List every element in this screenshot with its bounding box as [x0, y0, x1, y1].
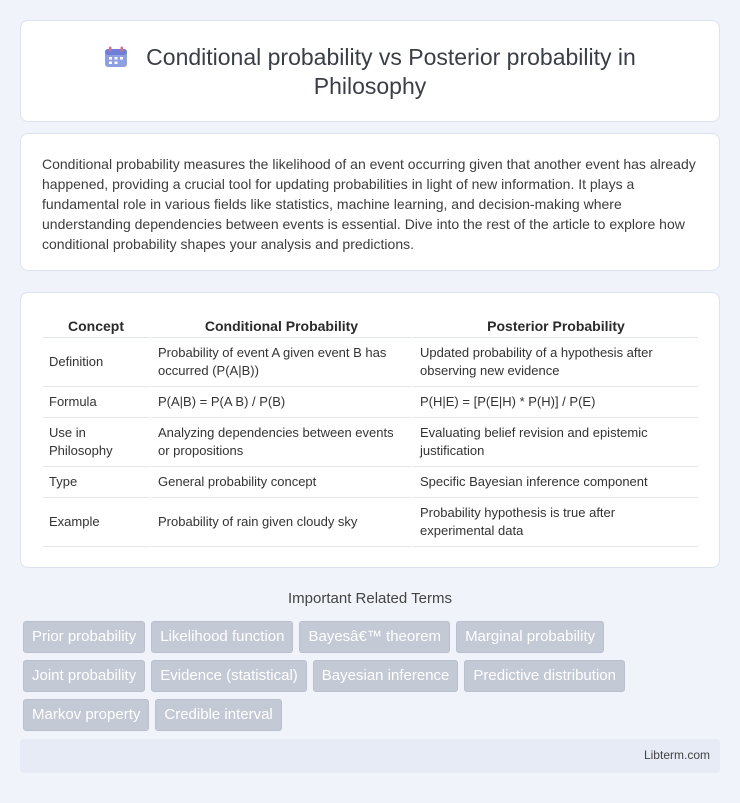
related-terms-list — [23, 621, 703, 731]
intro-paragraph: Conditional probability measures the likelihood of an event occurring given that another event has already happened, providing a crucial tool for updating probabilities in light of new information. It plays a fundamental role in various fields like statistics, machine learning, and decision-making where understanding dependencies between events is essential. Dive into the rest of the article to explore how conditional probability shapes your analysis and predictions. — [42, 156, 696, 252]
column-header-concept: Concept — [43, 314, 149, 338]
table-cell: General probability concept — [149, 467, 411, 498]
table-cell: Type — [43, 467, 149, 498]
table-cell: Probability of event A given event B has occurred (P(A|B)) — [149, 338, 411, 387]
related-terms-heading: Important Related Terms — [288, 590, 452, 607]
table-row — [43, 338, 698, 387]
table-row — [43, 498, 698, 547]
footer-bar — [20, 739, 720, 773]
related-term-tag[interactable]: Prior probability — [23, 621, 145, 653]
footer-site-link[interactable]: Libterm.com — [643, 748, 710, 762]
related-term-tag[interactable]: Bayesian inference — [313, 660, 459, 692]
related-term-tag[interactable]: Joint probability — [23, 660, 145, 692]
related-term-tag[interactable]: Bayesâ€™ theorem — [299, 621, 450, 653]
intro-card — [20, 133, 720, 271]
table-row — [43, 387, 698, 418]
table-cell: Specific Bayesian inference component — [411, 467, 698, 498]
header-card — [20, 20, 720, 122]
table-cell: P(H|E) = [P(E|H) * P(H)] / P(E) — [411, 387, 698, 418]
related-term-tag[interactable]: Marginal probability — [456, 621, 604, 653]
table-cell: Probability hypothesis is true after experimental data — [411, 498, 698, 547]
table-cell: Updated probability of a hypothesis after observing new evidence — [411, 338, 698, 387]
table-cell: Formula — [43, 387, 149, 418]
table-cell: Use in Philosophy — [43, 418, 149, 467]
related-term-tag[interactable]: Credible interval — [155, 699, 281, 731]
table-cell: P(A|B) = P(A B) / P(B) — [149, 387, 411, 418]
table-row — [43, 467, 698, 498]
page-title — [21, 43, 719, 101]
comparison-card — [20, 292, 720, 568]
calendar-icon — [104, 46, 128, 68]
related-term-tag[interactable]: Likelihood function — [151, 621, 293, 653]
title-line-1: Conditional probability vs Posterior probability in — [146, 44, 636, 70]
table-row — [43, 418, 698, 467]
related-term-tag[interactable]: Evidence (statistical) — [151, 660, 307, 692]
table-cell: Analyzing dependencies between events or propositions — [149, 418, 411, 467]
comparison-table — [43, 314, 698, 547]
column-header-posterior: Posterior Probability — [411, 314, 698, 338]
related-term-tag[interactable]: Predictive distribution — [464, 660, 625, 692]
table-header-row — [43, 314, 698, 338]
table-cell: Probability of rain given cloudy sky — [149, 498, 411, 547]
table-cell: Evaluating belief revision and epistemic justification — [411, 418, 698, 467]
column-header-conditional: Conditional Probability — [149, 314, 411, 338]
table-cell: Example — [43, 498, 149, 547]
title-line-2: Philosophy — [313, 73, 427, 99]
table-cell: Definition — [43, 338, 149, 387]
related-term-tag[interactable]: Markov property — [23, 699, 149, 731]
